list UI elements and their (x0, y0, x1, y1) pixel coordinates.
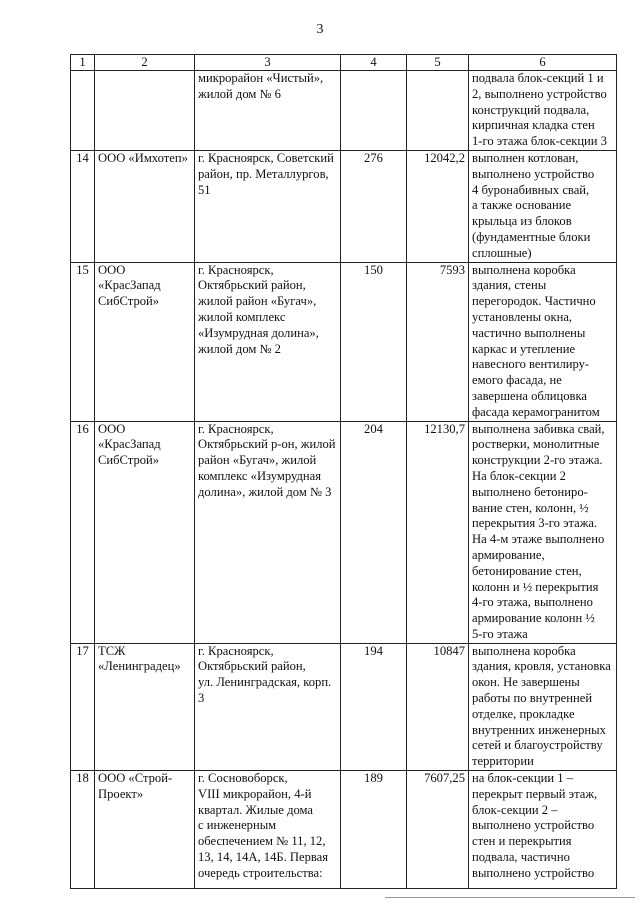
construction-table (70, 54, 617, 889)
header-cell: 3 (195, 55, 341, 71)
column-5-cell: 12042,2 (407, 150, 469, 262)
column-5-cell: 7607,25 (407, 771, 469, 889)
column-5-cell (407, 71, 469, 151)
column-4-cell: 204 (341, 421, 407, 643)
row-number: 18 (71, 771, 95, 889)
scan-edge-line (385, 897, 635, 898)
organization-cell: ООО «КрасЗапад СибСтрой» (95, 262, 195, 421)
row-number: 15 (71, 262, 95, 421)
column-4-cell: 194 (341, 643, 407, 770)
table-row (71, 262, 617, 421)
header-row (71, 55, 617, 71)
address-cell: г. Красноярск, Октябрьский район, жилой район «Бугач», жилой комплекс «Изумрудная долина», жилой дом № 2 (195, 262, 341, 421)
address-cell: г. Красноярск, Советский район, пр. Металлургов, 51 (195, 150, 341, 262)
header-cell: 1 (71, 55, 95, 71)
address-cell: г. Красноярск, Октябрьский р-он, жилой район «Бугач», жилой комплекс «Изумрудная долина», жилой дом № 3 (195, 421, 341, 643)
status-cell: на блок-секции 1 – перекрыт первый этаж, блок-секции 2 – выполнено устройство стен и перекрытия подвала, частично выполнено устройство (469, 771, 617, 889)
table-row (71, 421, 617, 643)
header-cell: 2 (95, 55, 195, 71)
row-number: 17 (71, 643, 95, 770)
row-number: 16 (71, 421, 95, 643)
header-cell: 6 (469, 55, 617, 71)
address-cell: г. Красноярск, Октябрьский район, ул. Ленинградская, корп. 3 (195, 643, 341, 770)
column-4-cell: 150 (341, 262, 407, 421)
row-number (71, 71, 95, 151)
column-4-cell (341, 71, 407, 151)
organization-cell: ООО «Имхотеп» (95, 150, 195, 262)
status-cell: выполнена коробка здания, кровля, установка окон. Не завершены работы по внутренней отделке, прокладке внутренних инженерных сетей и благоустройству территории (469, 643, 617, 770)
header-cell: 4 (341, 55, 407, 71)
status-cell: выполнен котлован, выполнено устройство 4 буронабивных свай, а также основание крыльца из блоков (фундаментные блоки сплошные) (469, 150, 617, 262)
organization-cell: ООО «КрасЗапад СибСтрой» (95, 421, 195, 643)
header-cell: 5 (407, 55, 469, 71)
column-4-cell: 276 (341, 150, 407, 262)
table-row (71, 643, 617, 770)
address-cell: микрорайон «Чистый», жилой дом № 6 (195, 71, 341, 151)
column-5-cell: 7593 (407, 262, 469, 421)
table-row (71, 71, 617, 151)
column-5-cell: 10847 (407, 643, 469, 770)
column-4-cell: 189 (341, 771, 407, 889)
organization-cell: ООО «Строй- Проект» (95, 771, 195, 889)
address-cell: г. Сосновоборск, VIII микрорайон, 4-й квартал. Жилые дома с инженерным обеспечением № 11, 12, 13, 14, 14А, 14Б. Первая очередь строительства: (195, 771, 341, 889)
row-number: 14 (71, 150, 95, 262)
page-number: 3 (316, 22, 324, 37)
column-5-cell: 12130,7 (407, 421, 469, 643)
status-cell: выполнена коробка здания, стены перегородок. Частично установлены окна, частично выполнены каркас и утепление навесного вентилиру- емого фасада, не завершена облицовка фасада керамогранитом (469, 262, 617, 421)
organization-cell: ТСЖ «Ленинградец» (95, 643, 195, 770)
status-cell: подвала блок-секций 1 и 2, выполнено устройство конструкций подвала, кирпичная кладка стен 1-го этажа блок-секции 3 (469, 71, 617, 151)
status-cell: выполнена забивка свай, ростверки, монолитные конструкции 2-го этажа. На блок-секции 2 выполнено бетониро- вание стен, колонн, ½ перекрытия 3-го этажа. На 4-м этаже выполнено армирование, бетонирование стен, колонн и ½ перекрытия 4-го этажа, выполнено армирование колонн ½ 5-го этажа (469, 421, 617, 643)
table-row (71, 150, 617, 262)
table-row (71, 771, 617, 889)
organization-cell (95, 71, 195, 151)
